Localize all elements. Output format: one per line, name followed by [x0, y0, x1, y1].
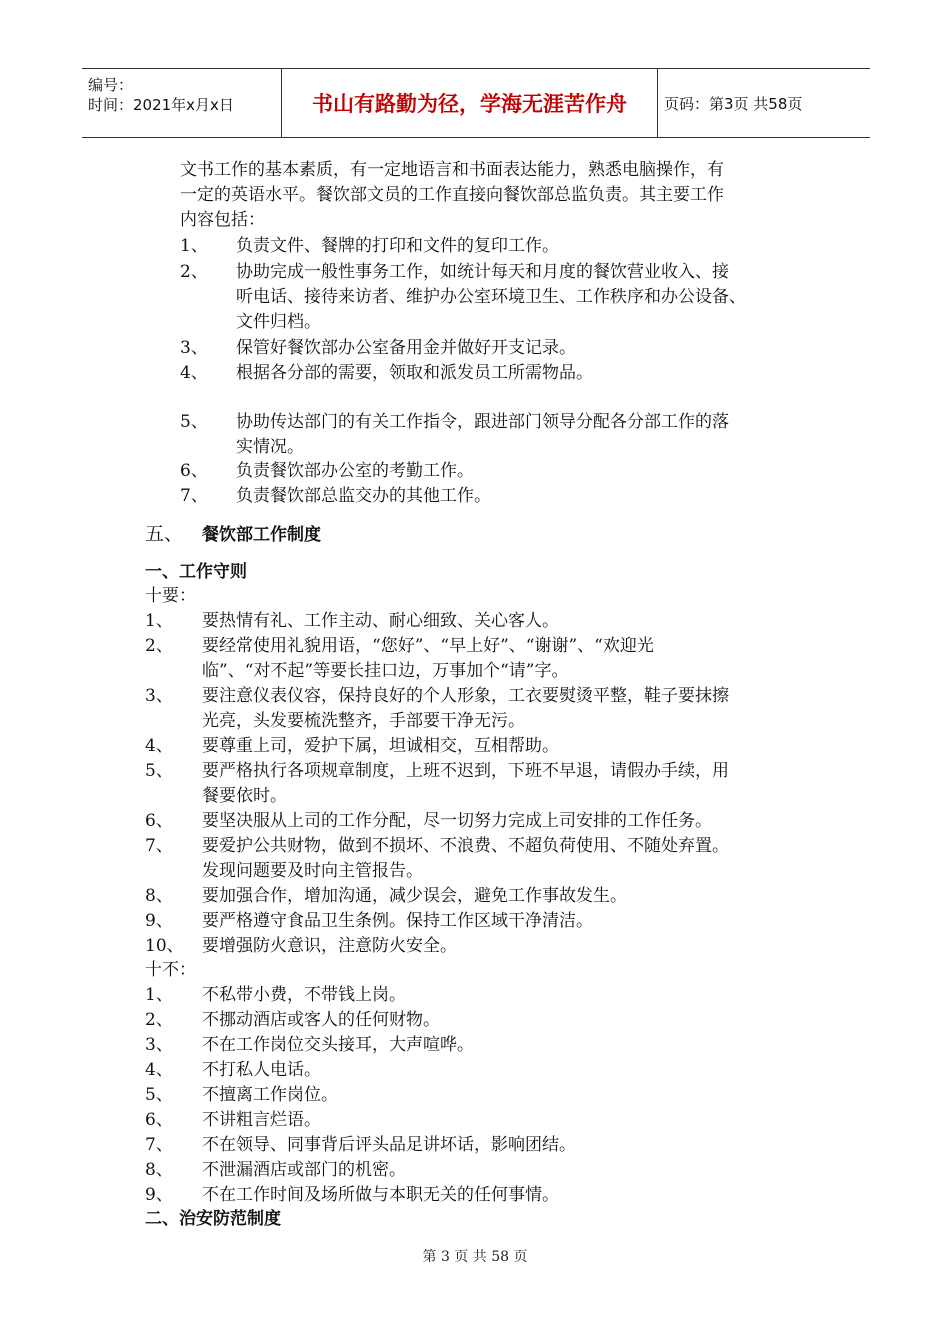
duty-text: 听电话、接待来访者、维护办公室环境卫生、工作秩序和办公设备、 — [236, 287, 746, 307]
rule-text: 餐要依时。 — [202, 786, 287, 806]
rule-text: 不挪动酒店或客人的任何财物。 — [202, 1010, 440, 1030]
rule-text: 要坚决服从上司的工作分配，尽一切努力完成上司安排的工作任务。 — [202, 811, 712, 831]
page-footer: 第 3 页 共 58 页 — [422, 1249, 528, 1265]
rule-number: 6、 — [145, 1110, 173, 1130]
document-date: 时间：2021年x月x日 — [88, 96, 234, 114]
section-title: 餐饮部工作制度 — [202, 525, 321, 545]
rule-text: 要尊重上司，爱护下属，坦诚相交，互相帮助。 — [202, 736, 559, 756]
rule-number: 9、 — [145, 1185, 173, 1205]
rule-number: 2、 — [145, 636, 173, 656]
rule-number: 6、 — [145, 811, 173, 831]
subsection-title: 一、工作守则 — [145, 562, 247, 582]
duty-text: 保管好餐饮部办公室备用金并做好开支记录。 — [236, 338, 576, 358]
rule-number: 2、 — [145, 1010, 173, 1030]
rule-number: 1、 — [145, 611, 173, 631]
rule-text: 要严格执行各项规章制度，上班不迟到，下班不早退，请假办手续，用 — [202, 761, 729, 781]
duty-number: 1、 — [180, 236, 208, 256]
rule-text: 不在工作时间及场所做与本职无关的任何事情。 — [202, 1185, 559, 1205]
rule-number: 3、 — [145, 686, 173, 706]
rule-number: 8、 — [145, 1160, 173, 1180]
rule-text: 要严格遵守食品卫生条例。保持工作区域干净清洁。 — [202, 911, 593, 931]
rule-text: 要加强合作，增加沟通，减少误会，避免工作事故发生。 — [202, 886, 627, 906]
rule-number: 9、 — [145, 911, 173, 931]
intro-line: 文书工作的基本素质，有一定地语言和书面表达能力，熟悉电脑操作，有 — [180, 160, 724, 180]
rule-text: 发现问题要及时向主管报告。 — [202, 861, 423, 881]
header-motto: 书山有路勤为径，学海无涯苦作舟 — [312, 92, 627, 116]
rule-number: 8、 — [145, 886, 173, 906]
intro-line: 一定的英语水平。餐饮部文员的工作直接向餐饮部总监负责。其主要工作 — [180, 185, 724, 205]
duty-text: 负责餐饮部总监交办的其他工作。 — [236, 486, 491, 506]
intro-line: 内容包括： — [180, 210, 265, 230]
duty-text: 协助完成一般性事务工作，如统计每天和月度的餐饮营业收入、接 — [236, 262, 729, 282]
rule-number: 7、 — [145, 1135, 173, 1155]
rule-number: 5、 — [145, 761, 173, 781]
rule-number: 4、 — [145, 736, 173, 756]
subsection-title: 二、治安防范制度 — [145, 1209, 281, 1229]
rule-number: 4、 — [145, 1060, 173, 1080]
rule-text: 不私带小费，不带钱上岗。 — [202, 985, 406, 1005]
rule-text: 不在工作岗位交头接耳，大声喧哗。 — [202, 1035, 474, 1055]
rule-number: 7、 — [145, 836, 173, 856]
duty-number: 6、 — [180, 461, 208, 481]
rule-text: 不打私人电话。 — [202, 1060, 321, 1080]
rule-text: 要注意仪表仪容，保持良好的个人形象，工衣要熨烫平整，鞋子要抹擦 — [202, 686, 729, 706]
rule-number: 5、 — [145, 1085, 173, 1105]
rule-text: 要热情有礼、工作主动、耐心细致、关心客人。 — [202, 611, 559, 631]
rule-text: 不讲粗言烂语。 — [202, 1110, 321, 1130]
ten-donts-label: 十不： — [145, 960, 196, 980]
rule-text: 要增强防火意识，注意防火安全。 — [202, 936, 457, 956]
rule-number: 3、 — [145, 1035, 173, 1055]
duty-number: 7、 — [180, 486, 208, 506]
section-number: 五、 — [145, 523, 184, 545]
rule-number: 10、 — [145, 936, 184, 956]
rule-text: 要经常使用礼貌用语，“您好”、“早上好”、“谢谢”、“欢迎光 — [202, 636, 654, 656]
rule-text: 不泄漏酒店或部门的机密。 — [202, 1160, 406, 1180]
duty-text: 文件归档。 — [236, 312, 321, 332]
duty-text: 负责文件、餐牌的打印和文件的复印工作。 — [236, 236, 559, 256]
rule-number: 1、 — [145, 985, 173, 1005]
duty-number: 5、 — [180, 412, 208, 432]
duty-text: 协助传达部门的有关工作指令，跟进部门领导分配各分部工作的落 — [236, 412, 729, 432]
rule-text: 临”、“对不起”等要长挂口边，万事加个“请”字。 — [202, 661, 569, 681]
duty-number: 3、 — [180, 338, 208, 358]
duty-text: 根据各分部的需要，领取和派发员工所需物品。 — [236, 363, 593, 383]
ten-dos-label: 十要： — [145, 586, 196, 606]
duty-number: 2、 — [180, 262, 208, 282]
rule-text: 不在领导、同事背后评头品足讲坏话，影响团结。 — [202, 1135, 576, 1155]
rule-text: 不擅离工作岗位。 — [202, 1085, 338, 1105]
rule-text: 要爱护公共财物，做到不损坏、不浪费、不超负荷使用、不随处弃置。 — [202, 836, 729, 856]
document-number-label: 编号： — [88, 76, 134, 94]
duty-text: 实情况。 — [236, 437, 304, 457]
header-page-info: 页码：第3页 共58页 — [664, 94, 803, 113]
duty-number: 4、 — [180, 363, 208, 383]
duty-text: 负责餐饮部办公室的考勤工作。 — [236, 461, 474, 481]
rule-text: 光亮，头发要梳洗整齐，手部要干净无污。 — [202, 711, 525, 731]
